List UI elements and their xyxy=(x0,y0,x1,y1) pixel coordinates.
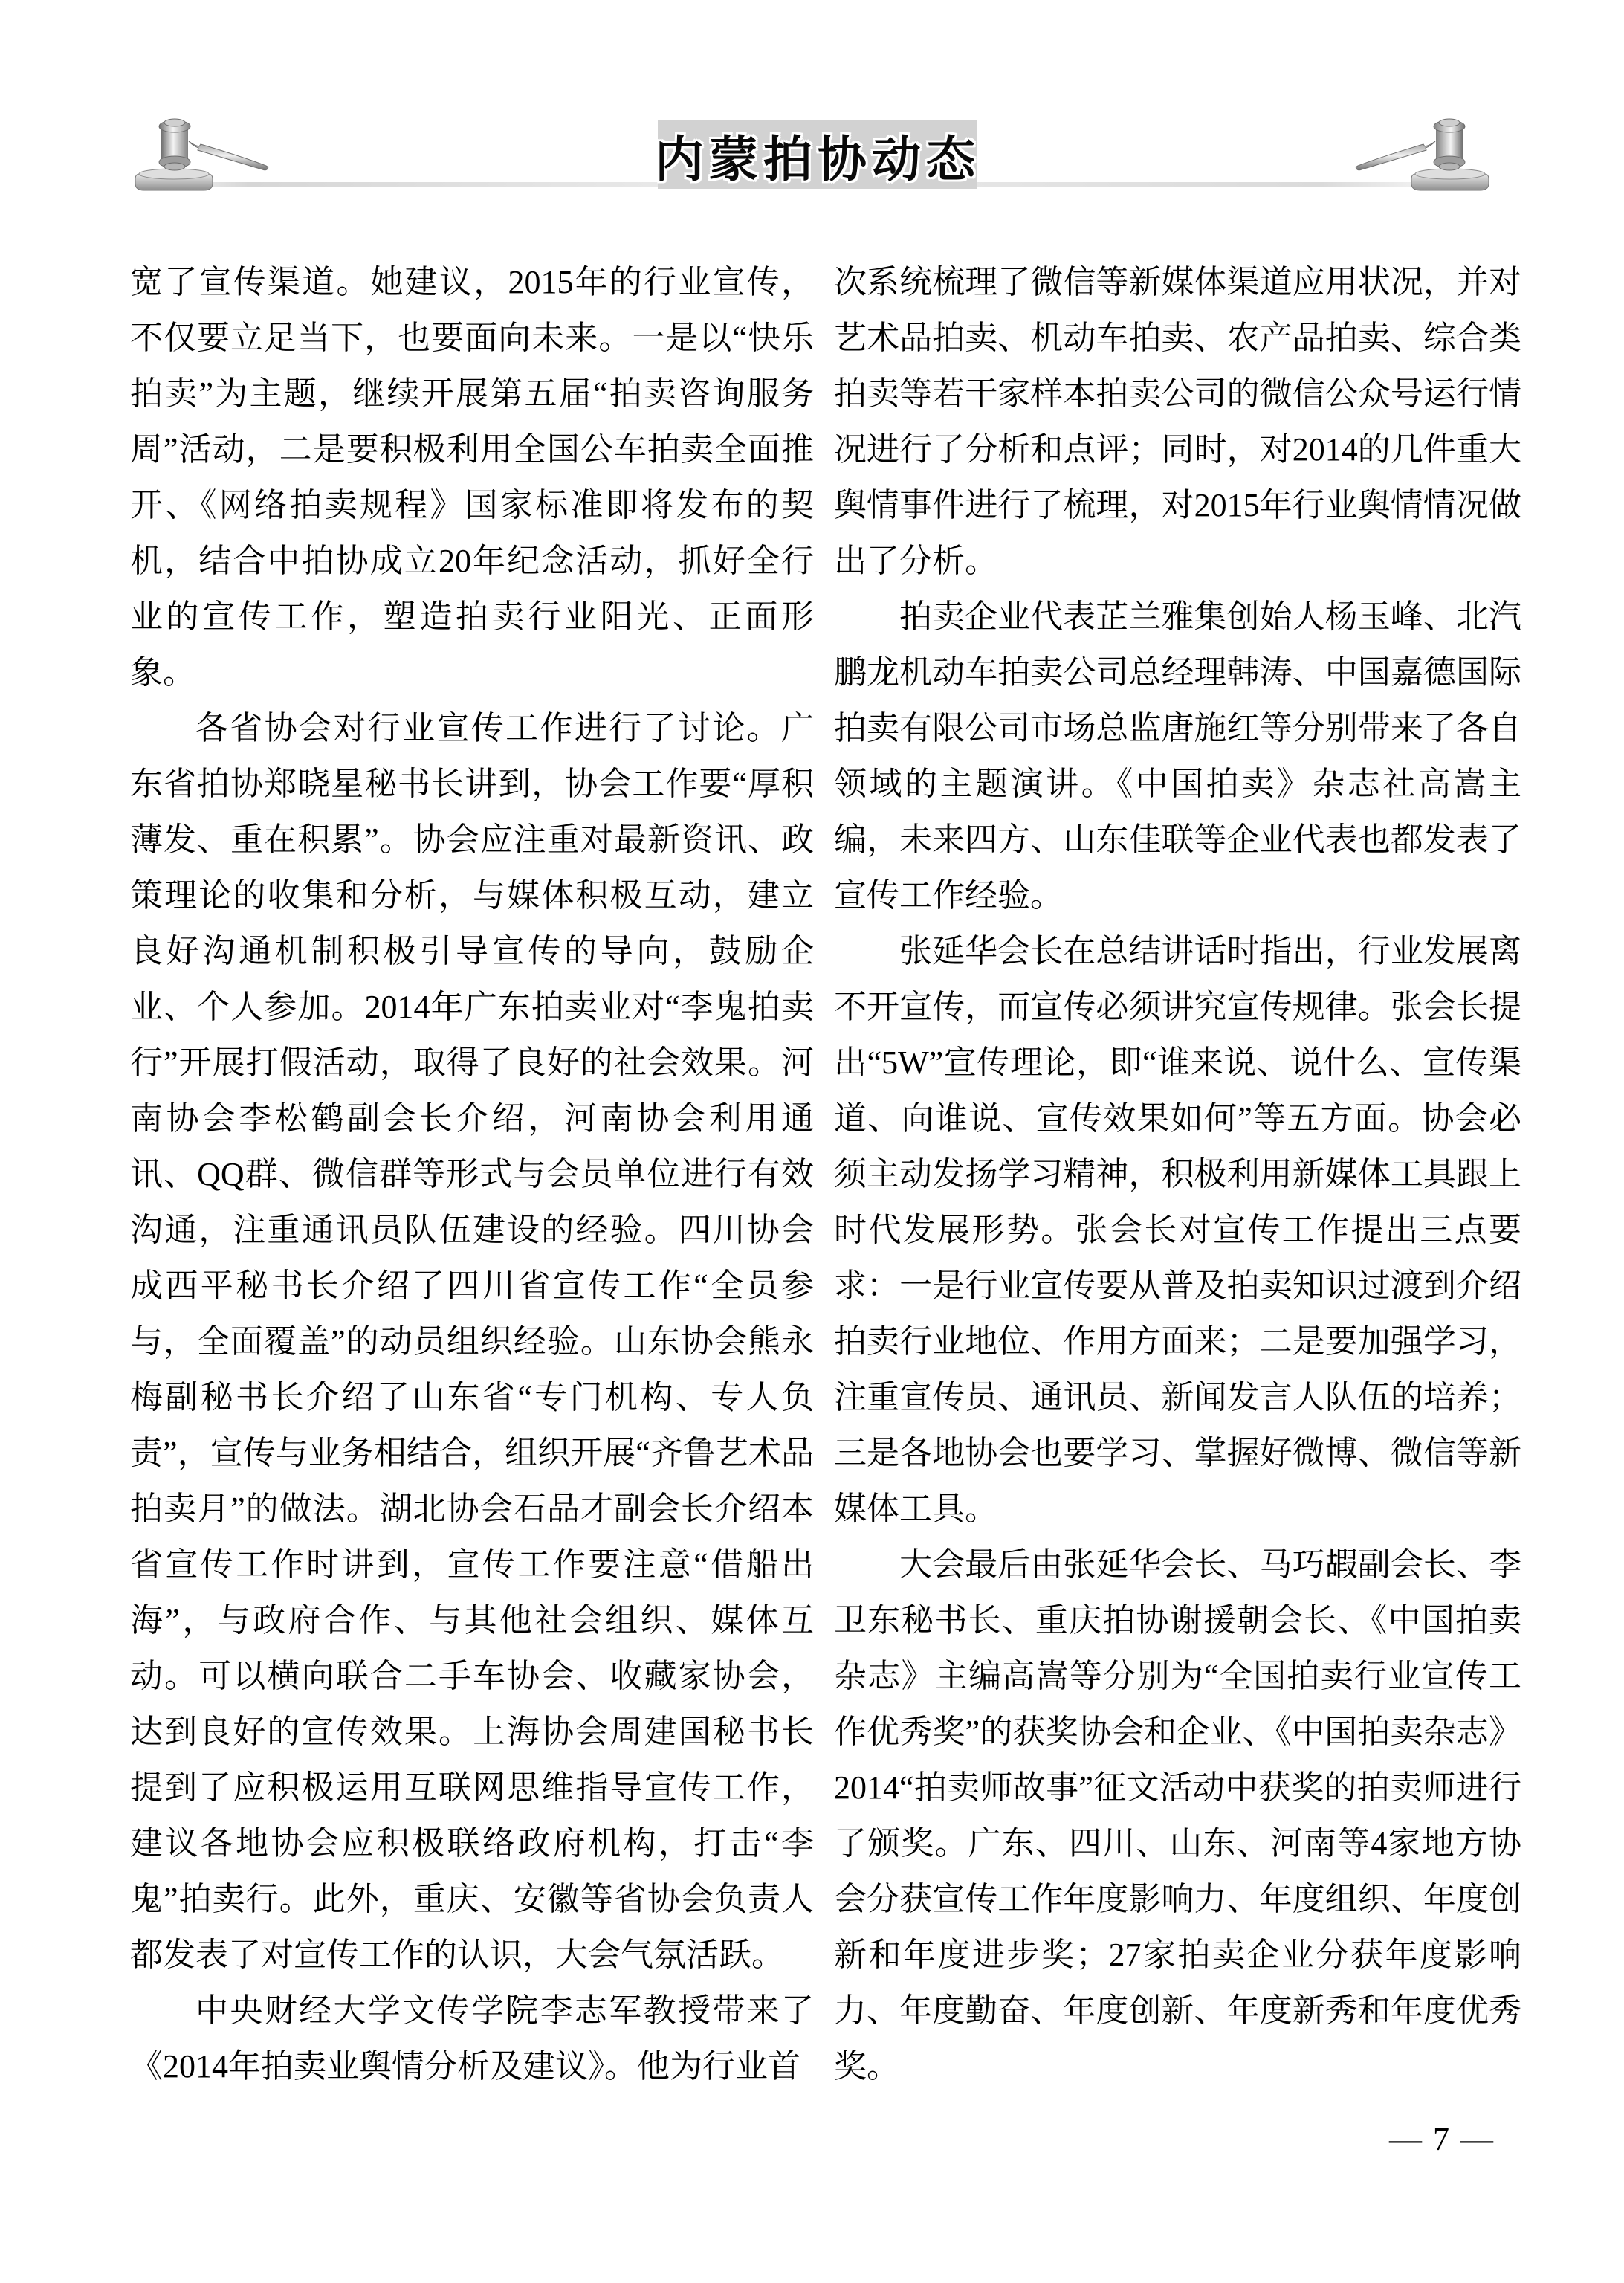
gavel-icon-left xyxy=(126,117,275,193)
paragraph: 各省协会对行业宣传工作进行了讨论。广东省拍协郑晓星秘书长讲到，协会工作要“厚积薄发、重在积累”。协会应注重对最新资讯、政策理论的收集和分析，与媒体积极互动，建立良好沟通机制积极引导宣传的导向，鼓励企业、个人参加。2014年广东拍卖业对“李鬼拍卖行”开展打假活动，取得了良好的社会效果。河南协会李松鹤副会长介绍，河南协会利用通讯、QQ群、微信群等形式与会员单位进行有效沟通，注重通讯员队伍建设的经验。四川协会成西平秘书长介绍了四川省宣传工作“全员参与，全面覆盖”的动员组织经验。山东协会熊永梅副秘书长介绍了山东省“专门机构、专人负责”，宣传与业务相结合，组织开展“齐鲁艺术品拍卖月”的做法。湖北协会石品才副会长介绍本省宣传工作时讲到，宣传工作要注意“借船出海”，与政府合作、与其他社会组织、媒体互动。可以横向联合二手车协会、收藏家协会，达到良好的宣传效果。上海协会周建国秘书长提到了应积极运用互联网思维指导宣传工作，建议各地协会应积极联络政府机构，打击“李鬼”拍卖行。此外，重庆、安徽等省协会负责人都发表了对宣传工作的认识，大会气氛活跃。 xyxy=(130,710,814,1973)
paragraph: 张延华会长在总结讲话时指出，行业发展离不开宣传，而宣传必须讲究宣传规律。张会长提出“5W”宣传理论，即“谁来说、说什么、宣传渠道、向谁说、宣传效果如何”等五方面。协会必须主动发扬学习精神，积极利用新媒体工具跟上时代发展形势。张会长对宣传工作提出三点要求：一是行业宣传要从普及拍卖知识过渡到介绍拍卖行业地位、作用方面来；二是要加强学习，注重宣传员、通讯员、新闻发言人队伍的培养；三是各地协会也要学习、掌握好微博、微信等新媒体工具。 xyxy=(834,933,1521,1527)
paragraph: 大会最后由张延华会长、马巧嘏副会长、李卫东秘书长、重庆拍协谢援朝会长、《中国拍卖杂志》主编高嵩等分别为“全国拍卖行业宣传工作优秀奖”的获奖协会和企业、《中国拍卖杂志》2014“拍卖师故事”征文活动中获奖的拍卖师进行了颁奖。广东、四川、山东、河南等4家地方协会分获宣传工作年度影响力、年度组织、年度创新和年度进步奖；27家拍卖企业分获年度影响力、年度勤奋、年度创新、年度新秀和年度优秀奖。 xyxy=(834,1546,1521,2085)
section-title: 内蒙拍协动态 xyxy=(655,132,980,187)
section-title-box xyxy=(655,120,980,189)
paragraph: 次系统梳理了微信等新媒体渠道应用状况，并对艺术品拍卖、机动车拍卖、农产品拍卖、综合类拍卖等若干家样本拍卖公司的微信公众号运行情况进行了分析和点评；同时，对2014的几件重大舆情事件进行了梳理，对2015年行业舆情情况做出了分析。 xyxy=(834,264,1521,579)
page-number: — 7 — xyxy=(1389,2121,1495,2157)
paragraph: 宽了宣传渠道。她建议，2015年的行业宣传，不仅要立足当下，也要面向未来。一是以“快乐拍卖”为主题，继续开展第五届“拍卖咨询服务周”活动，二是要积极利用全国公车拍卖全面推开、《网络拍卖规程》国家标准即将发布的契机，结合中拍协成立20年纪念活动，抓好全行业的宣传工作，塑造拍卖行业阳光、正面形象。 xyxy=(130,264,814,691)
text-column-left xyxy=(130,254,814,2094)
paragraph: 中央财经大学文传学院李志军教授带来了《2014年拍卖业舆情分析及建议》。他为行业首 xyxy=(130,1992,814,2085)
text-column-right xyxy=(834,254,1521,2094)
gavel-icon-right xyxy=(1349,117,1498,193)
paragraph: 拍卖企业代表芷兰雅集创始人杨玉峰、北汽鹏龙机动车拍卖公司总经理韩涛、中国嘉德国际拍卖有限公司市场总监唐施红等分别带来了各自领域的主题演讲。《中国拍卖》杂志社高嵩主编，未来四方、山东佳联等企业代表也都发表了宣传工作经验。 xyxy=(834,598,1521,914)
